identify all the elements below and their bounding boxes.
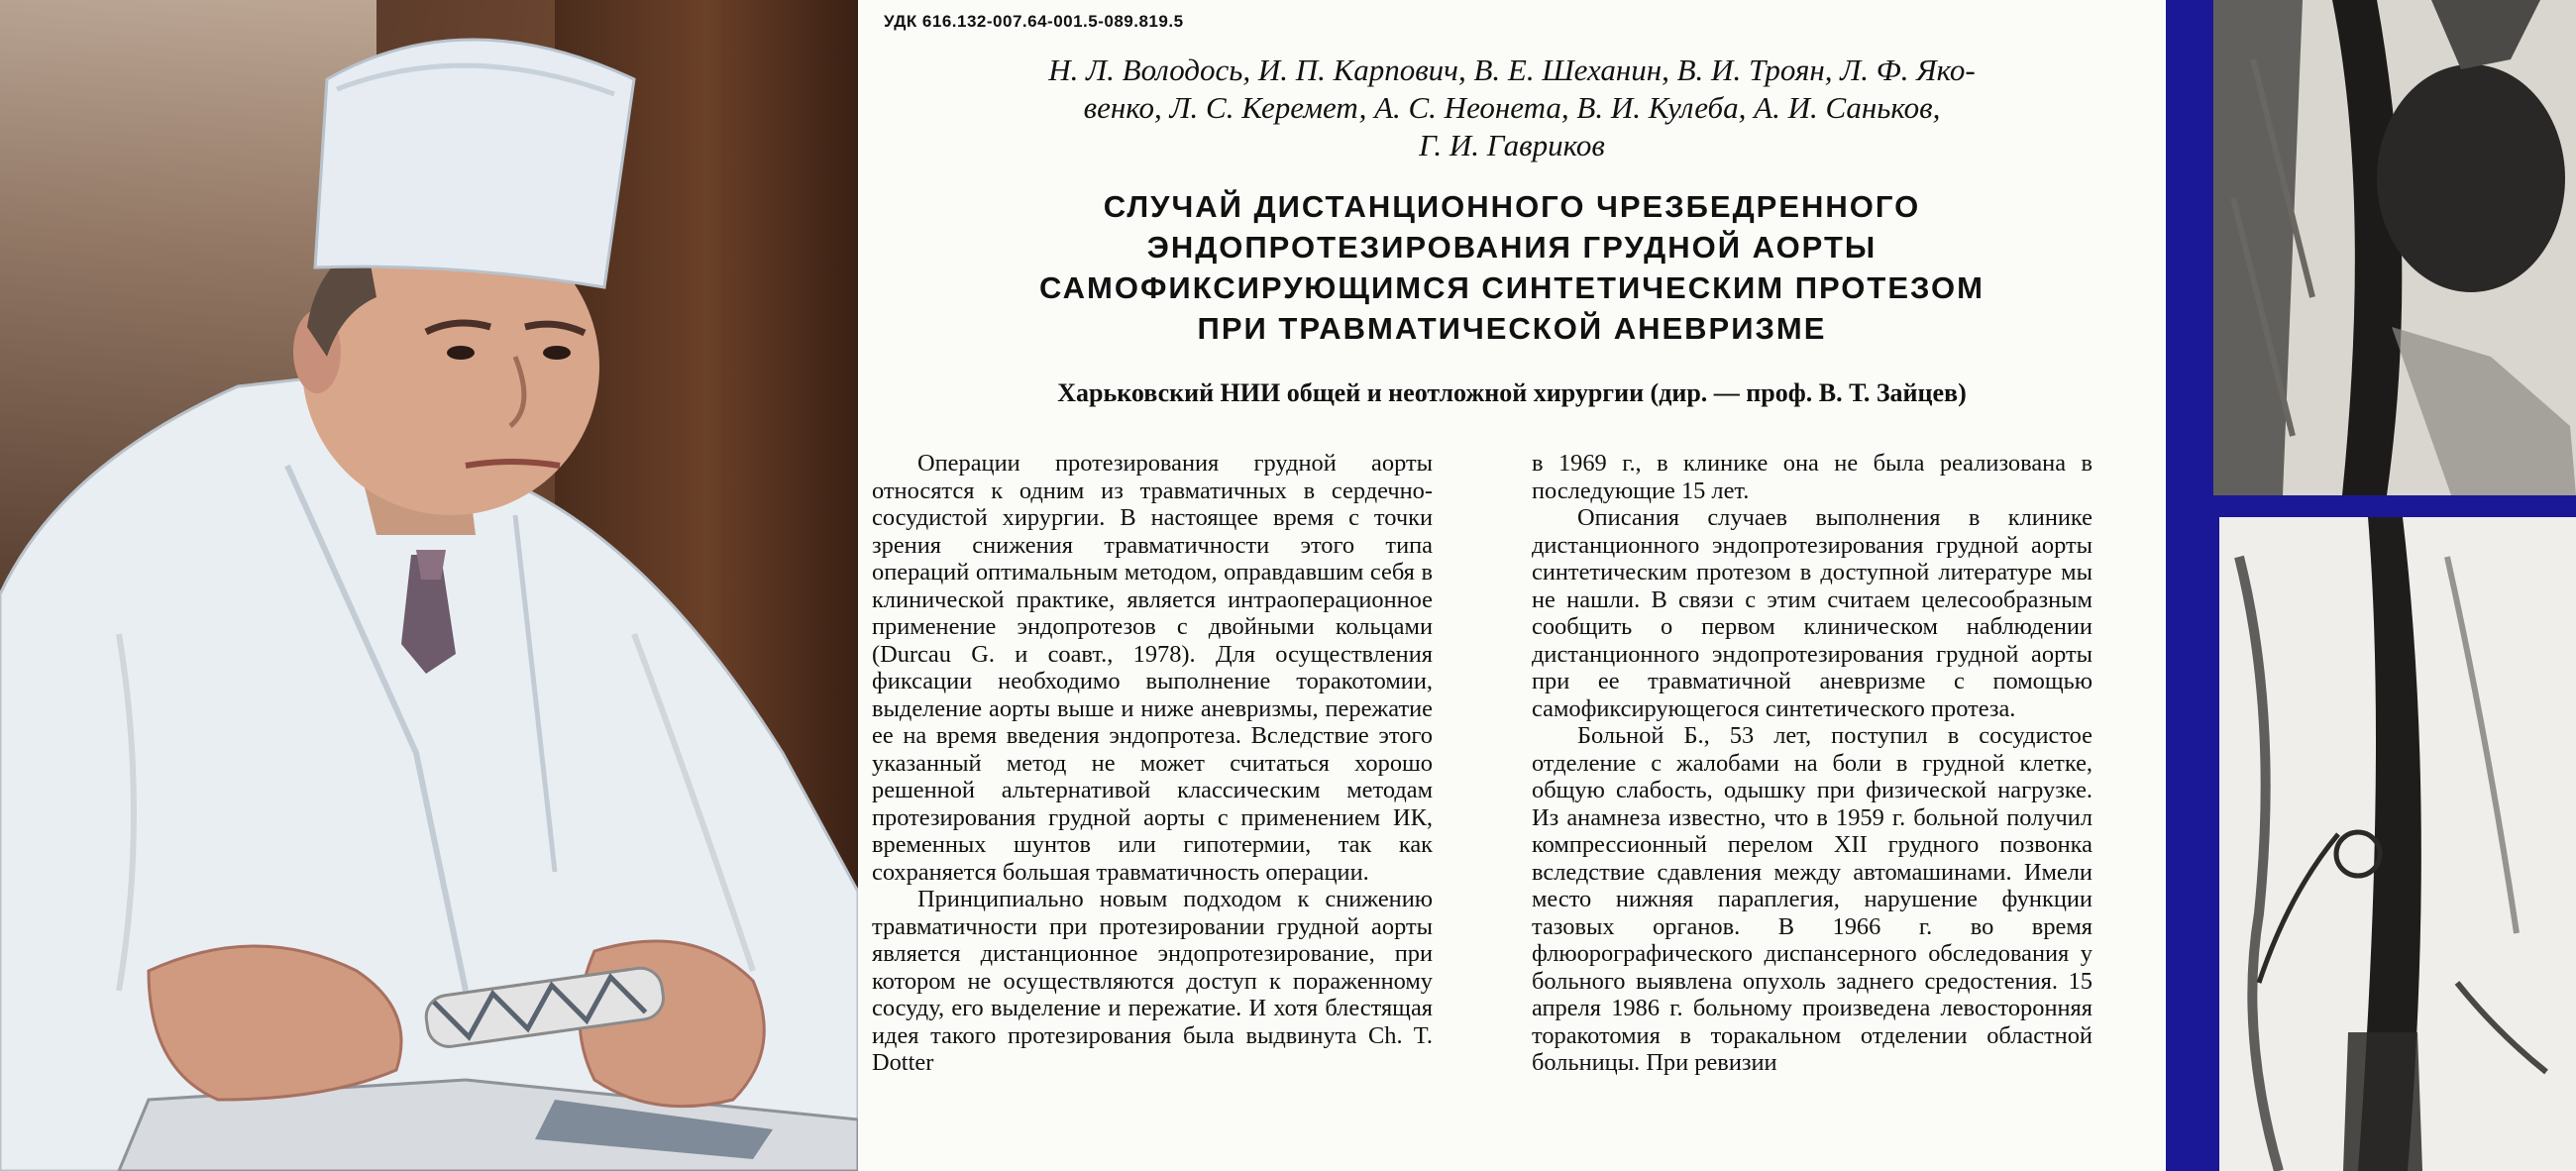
title-line: САМОФИКСИРУЮЩИМСЯ СИНТЕТИЧЕСКИМ ПРОТЕЗОМ — [1039, 270, 1985, 305]
udk-code: УДК 616.132-007.64-001.5-089.819.5 — [884, 12, 1184, 31]
paragraph: Больной Б., 53 лет, поступил в сосудистое отделение с жалобами на боли в грудной клетке, общую слабость, одышку при физической нагрузке. Из анамнеза известно, что в 1959 г. больной получил компрессионный перелом XII грудного позвонка вследствие сдавления между автомашинами. Имели место нижняя параплегия, нарушение функции тазовых органов. В 1966 г. во время флюорографического диспансерного обследования у больного выявлена опухоль заднего средостения. 15 апреля 1986 г. больному произведена левосторонняя торакотомия в торакальном отделении областной больницы. При ревизии — [1532, 722, 2093, 1076]
paragraph: в 1969 г., в клинике она не была реализована в последующие 15 лет. — [1532, 450, 2093, 504]
surgeon-figure — [0, 0, 858, 1171]
angiogram-panel — [2166, 0, 2576, 1171]
portrait-photo — [0, 0, 858, 1171]
paragraph: Принципиально новым подходом к снижению травматичности при протезировании грудной аорты является дистанционное эндопротезирование, при котором не осуществляются доступ к пораженному сосуду, его выделение и пережатие. И хотя блестящая идея такого протезирования была выдвинута Ch. T. Dotter — [872, 886, 1433, 1076]
left-text-column — [872, 450, 1433, 1077]
authors-line: Н. Л. Володось, И. П. Карпович, В. Е. Шеханин, В. И. Троян, Л. Ф. Яко- — [1048, 53, 1976, 87]
authors-line: Г. И. Гавриков — [1419, 128, 1605, 162]
title-line: ЭНДОПРОТЕЗИРОВАНИЯ ГРУДНОЙ АОРТЫ — [1146, 230, 1878, 265]
angiogram-image-top — [2213, 0, 2576, 495]
authors-line: венко, Л. С. Керемет, А. С. Неонета, В. И. Кулеба, А. И. Саньков, — [1083, 90, 1941, 125]
authors-list — [898, 52, 2126, 164]
right-text-column — [1532, 450, 2093, 1077]
article-title — [898, 186, 2126, 349]
article-page — [858, 0, 2166, 1171]
paragraph: Операции протезирования грудной аорты относятся к одним из травматичных в сердечно-сосудистой хирургии. В настоящее время с точки зрения снижения травматичности этого типа операций оптимальным методом, оправдавшим себя в клинической практике, является интраоперационное применение эндопротезов с двойными кольцами (Durcau G. и соавт., 1978). Для осуществления фиксации необходимо выполнение торакотомии, выделение аорты выше и ниже аневризмы, пережатие ее на время введения эндопротеза. Вследствие этого указанный метод не может считаться хорошо решенной альтернативой классическим методам протезирования грудной аорты с применением ИК, временных шунтов или гипотермии, так как сохраняется большая травматичность операции. — [872, 450, 1433, 886]
title-line: ПРИ ТРАВМАТИЧЕСКОЙ АНЕВРИЗМЕ — [1197, 311, 1827, 346]
title-line: СЛУЧАЙ ДИСТАНЦИОННОГО ЧРЕЗБЕДРЕННОГО — [1103, 189, 1921, 224]
angiogram-image-bottom — [2219, 517, 2576, 1171]
institution-line: Харьковский НИИ общей и неотложной хирургии (дир. — проф. В. Т. Зайцев) — [1057, 378, 1967, 407]
paragraph: Описания случаев выполнения в клинике дистанционного эндопротезирования грудной аорты синтетическим протезом в доступной литературе мы не нашли. В связи с этим считаем целесообразным сообщить о первом клиническом наблюдении дистанционного эндопротезирования грудной аорты при ее травматичной аневризме с помощью самофиксирующегося синтетического протеза. — [1532, 504, 2093, 722]
